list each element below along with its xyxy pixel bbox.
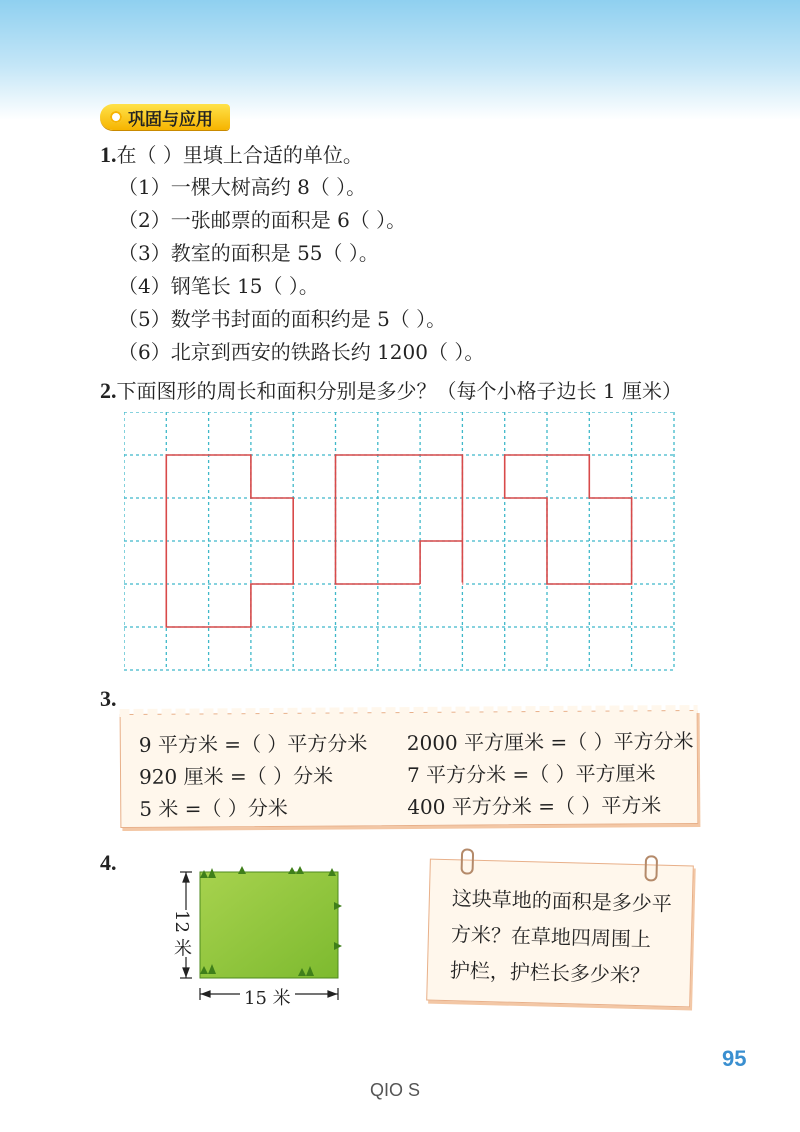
question-3	[100, 686, 117, 712]
note-line-2: 方米？在草地四周围上	[450, 922, 652, 952]
question-1	[100, 142, 363, 168]
grid-figure-svg	[124, 412, 680, 674]
grid-lines	[124, 412, 674, 670]
conversion-right-3: 400 平方分米 =（ ）平方米	[407, 793, 662, 820]
shape-2-step	[420, 541, 462, 584]
shape-3	[505, 455, 632, 584]
question-prompt: 在（ ）里填上合适的单位。	[116, 143, 363, 167]
question-2	[100, 378, 682, 404]
width-label: 15 米	[240, 984, 295, 1010]
question-number: 1.	[100, 142, 117, 167]
q1-item-3: （3）教室的面积是 55（ ）。	[118, 241, 379, 265]
q1-item-4: （4）钢笔长 15（ ）。	[118, 274, 319, 298]
lawn-figure	[171, 862, 348, 1010]
conversion-left-3: 5 米 =（ ）分米	[139, 795, 288, 821]
question-number: 3.	[100, 686, 117, 711]
question-number: 4.	[100, 850, 117, 875]
question-prompt: 下面图形的周长和面积分别是多少？（每个小格子边长 1 厘米）	[116, 379, 682, 403]
q1-item-1: （1）一棵大树高约 8（ ）。	[118, 175, 367, 199]
grass-rectangle	[200, 872, 338, 978]
header-band	[0, 0, 800, 120]
conversion-right-2: 7 平方分米 =（ ）平方厘米	[406, 761, 656, 788]
q1-item-5: （5）数学书封面的面积约是 5（ ）。	[118, 307, 447, 331]
note-line-1: 这块草地的面积是多少平	[451, 886, 673, 916]
conversion-left-1: 9 平方米 =（ ）平方分米	[138, 731, 368, 757]
bullet-icon	[110, 111, 122, 123]
watermark-text: QIO S	[370, 1080, 421, 1100]
grid-figure	[124, 412, 680, 678]
section-title: 巩固与应用	[128, 109, 213, 130]
question-note	[426, 859, 694, 1008]
section-badge	[100, 104, 230, 130]
conversion-card	[120, 710, 699, 828]
note-line-3: 护栏，护栏长多少米？	[449, 958, 651, 988]
paperclip-icon	[461, 848, 475, 874]
question-4	[100, 850, 117, 876]
height-label: 12 米	[171, 910, 192, 957]
conversion-right-1: 2000 平方厘米 =（ ）平方分米	[406, 729, 694, 756]
question-number: 2.	[100, 378, 117, 403]
shape-2	[336, 455, 463, 584]
page-number: 95	[722, 1046, 747, 1071]
conversion-left-2: 920 厘米 =（ ）分米	[138, 763, 334, 789]
q1-item-6: （6）北京到西安的铁路长约 1200（ ）。	[118, 340, 485, 364]
q1-item-2: （2）一张邮票的面积是 6（ ）。	[118, 208, 407, 232]
paperclip-icon	[644, 855, 658, 881]
